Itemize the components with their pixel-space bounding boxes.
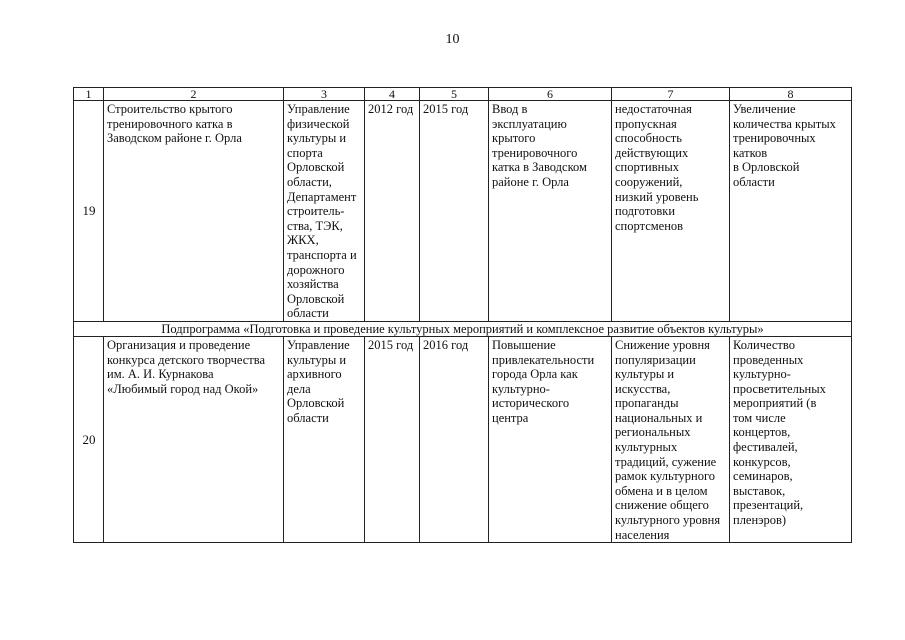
indicator-cell: Увеличение количества крытых тренировочных катков в Орловской области [730,101,852,322]
column-header: 7 [612,88,730,101]
page-number: 10 [445,32,460,47]
subprogram-title: Подпрограмма «Подготовка и проведение культурных мероприятий и комплексное развитие объектов культуры» [74,321,852,336]
consequence-cell: Снижение уровня популяризации культуры и искусства, пропаганды национальных и региональных культурных традиций, сужение рамок культурного обмена и в целом снижение общего культурного уровня населения [612,336,730,542]
row-number: 19 [74,101,104,322]
indicator-cell: Количество проведенных культурно- просветительных мероприятий (в том числе концертов, фестивалей, конкурсов, семинаров, выставок, презентаций, пленэров) [730,336,852,542]
consequence-cell: недостаточная пропускная способность действующих спортивных сооружений, низкий уровень подготовки спортсменов [612,101,730,322]
table-row [74,101,852,322]
executor-cell: Управление физической культуры и спорта Орловской области, Департамент строитель- ства, ТЭК, ЖКХ, транспорта и дорожного хозяйства Орловской области [284,101,365,322]
measures-table [73,87,852,543]
column-header: 8 [730,88,852,101]
start-year-cell: 2012 год [365,101,420,322]
result-cell: Повышение привлекательности города Орла как культурно- исторического центра [489,336,612,542]
column-header: 5 [420,88,489,101]
column-number-row [74,88,852,101]
subprogram-row [74,321,852,336]
result-cell: Ввод в эксплуатацию крытого тренировочного катка в Заводском районе г. Орла [489,101,612,322]
column-header: 4 [365,88,420,101]
executor-cell: Управление культуры и архивного дела Орловской области [284,336,365,542]
column-header: 6 [489,88,612,101]
row-number: 20 [74,336,104,542]
column-header: 1 [74,88,104,101]
table-row [74,336,852,542]
measure-cell: Строительство крытого тренировочного катка в Заводском районе г. Орла [104,101,284,322]
measure-cell: Организация и проведение конкурса детского творчества им. А. И. Курнакова «Любимый город над Окой» [104,336,284,542]
column-header: 3 [284,88,365,101]
end-year-cell: 2015 год [420,101,489,322]
start-year-cell: 2015 год [365,336,420,542]
column-header: 2 [104,88,284,101]
end-year-cell: 2016 год [420,336,489,542]
